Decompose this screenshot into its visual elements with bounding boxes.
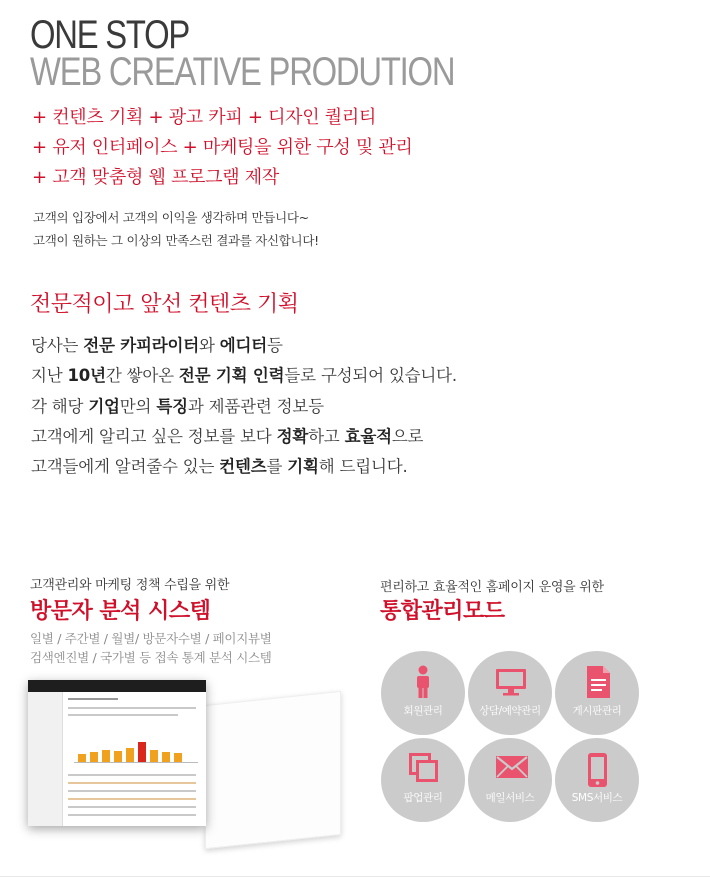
person-icon bbox=[408, 665, 438, 699]
screenshot-table-line bbox=[68, 782, 196, 784]
screenshot-bar bbox=[138, 742, 146, 762]
body-text: 와 bbox=[198, 336, 220, 355]
intro-text bbox=[33, 206, 319, 252]
screenshot-heading-line bbox=[68, 698, 118, 700]
screenshot-top-bar bbox=[28, 680, 206, 692]
screenshot-table-line bbox=[68, 814, 196, 816]
admin-item-label: 게시판관리 bbox=[572, 705, 622, 717]
admin-item-label: 회원관리 bbox=[403, 705, 443, 717]
screenshot-table-line bbox=[68, 806, 196, 808]
headline-one-stop: ONE STOP bbox=[30, 13, 190, 57]
body-text: 으로 bbox=[391, 426, 424, 446]
visitor-description bbox=[30, 629, 272, 667]
body-text: 고객에게 알리고 싶은 정보를 보다 bbox=[31, 426, 277, 446]
emphasis-text: 기업 bbox=[88, 396, 120, 416]
admin-item-board bbox=[555, 651, 639, 735]
feature-item: + 고객 맞춤형 웹 프로그램 제작 bbox=[32, 167, 279, 188]
emphasis-text: 에디터 bbox=[219, 336, 267, 355]
admin-subtitle: 편리하고 효율적인 홈페이지 운영을 위한 bbox=[380, 580, 604, 595]
screenshot-filter-line bbox=[68, 714, 178, 716]
admin-item-member bbox=[381, 651, 465, 735]
body-text: 각 해당 bbox=[31, 396, 89, 416]
emphasis-text: 전문 기획 인력 bbox=[178, 366, 285, 386]
admin-title: 통합관리모드 bbox=[380, 599, 505, 624]
body-text: 를 bbox=[266, 457, 288, 477]
screenshot-back-panel bbox=[205, 691, 341, 849]
emphasis-text: 10년 bbox=[67, 366, 106, 386]
feature-list bbox=[32, 103, 413, 193]
section-body-line bbox=[31, 422, 457, 452]
screenshot-table-line bbox=[68, 774, 196, 776]
visitor-subtitle: 고객관리와 마케팅 정책 수립을 위한 bbox=[30, 578, 230, 593]
monitor-icon bbox=[495, 665, 527, 697]
section-body bbox=[31, 331, 457, 482]
intro-line: 고객이 원하는 그 이상의 만족스런 결과를 자신합니다! bbox=[33, 233, 319, 248]
bottom-divider bbox=[0, 876, 710, 877]
popup-windows-icon bbox=[408, 752, 440, 784]
body-text: 들로 구성되어 있습니다. bbox=[284, 366, 457, 386]
feature-item: + 유저 인터페이스 + 마케팅을 위한 구성 및 관리 bbox=[32, 137, 413, 158]
body-text: 고객들에게 알려줄수 있는 bbox=[31, 457, 220, 477]
visitor-desc-line: 검색엔진별 / 국가별 등 접속 통계 분석 시스템 bbox=[30, 650, 272, 665]
body-text: 등 bbox=[267, 336, 283, 355]
headline-web-creative: WEB CREATIVE PRODUTION bbox=[30, 50, 455, 94]
body-text: 간 쌓아온 bbox=[105, 366, 179, 386]
visitor-title: 방문자 분석 시스템 bbox=[30, 599, 211, 624]
admin-item-popup bbox=[381, 738, 465, 822]
envelope-icon bbox=[495, 752, 529, 782]
screenshot-table-line bbox=[68, 798, 196, 800]
body-text: 당사는 bbox=[31, 336, 84, 355]
screenshot-bar bbox=[90, 752, 98, 762]
screenshot-bar-graph bbox=[74, 726, 198, 763]
screenshot-bar bbox=[162, 752, 170, 762]
section-body-line bbox=[31, 452, 457, 482]
intro-line: 고객의 입장에서 고객의 이익을 생각하며 만듭니다~ bbox=[33, 210, 309, 225]
section-body-line bbox=[31, 392, 457, 422]
emphasis-text: 기획 bbox=[287, 457, 319, 477]
visitor-desc-line: 일별 / 주간별 / 월별/ 방문자수별 / 페이지뷰별 bbox=[30, 631, 272, 646]
emphasis-text: 전문 카피라이터 bbox=[83, 336, 199, 355]
screenshot-sidebar bbox=[28, 692, 63, 826]
body-text: 해 드립니다. bbox=[318, 457, 408, 477]
analytics-screenshot bbox=[28, 680, 206, 826]
screenshot-bar bbox=[174, 753, 182, 762]
body-text: 하고 bbox=[308, 426, 345, 446]
mobile-phone-icon bbox=[582, 752, 612, 788]
screenshot-bar bbox=[150, 750, 158, 762]
screenshot-bar bbox=[114, 751, 122, 762]
screenshot-bar bbox=[78, 754, 86, 762]
body-text: 만의 bbox=[119, 396, 157, 416]
body-text: 과 제품관련 정보등 bbox=[187, 396, 324, 416]
screenshot-bar bbox=[126, 748, 134, 762]
emphasis-text: 특징 bbox=[156, 396, 188, 416]
admin-item-sms bbox=[555, 738, 639, 822]
emphasis-text: 정확 bbox=[276, 426, 309, 446]
admin-item-mail bbox=[468, 738, 552, 822]
admin-item-label: 메일서비스 bbox=[485, 792, 535, 804]
screenshot-filter-line bbox=[68, 707, 196, 709]
section-body-line bbox=[31, 331, 457, 361]
section-title: 전문적이고 앞선 컨텐츠 기획 bbox=[30, 292, 299, 317]
feature-item: + 컨텐츠 기획 + 광고 카피 + 디자인 퀄리티 bbox=[32, 107, 377, 128]
emphasis-text: 컨텐츠 bbox=[219, 457, 267, 477]
admin-item-label: SMS서비스 bbox=[571, 792, 623, 804]
screenshot-bar bbox=[102, 750, 110, 762]
section-body-line bbox=[31, 361, 457, 391]
admin-item-consult bbox=[468, 651, 552, 735]
document-icon bbox=[582, 665, 614, 699]
screenshot-table-line bbox=[68, 790, 196, 792]
admin-item-label: 상담/예약관리 bbox=[479, 705, 541, 717]
admin-item-label: 팝업관리 bbox=[403, 792, 443, 804]
emphasis-text: 효율적 bbox=[344, 426, 392, 446]
body-text: 지난 bbox=[31, 366, 68, 386]
